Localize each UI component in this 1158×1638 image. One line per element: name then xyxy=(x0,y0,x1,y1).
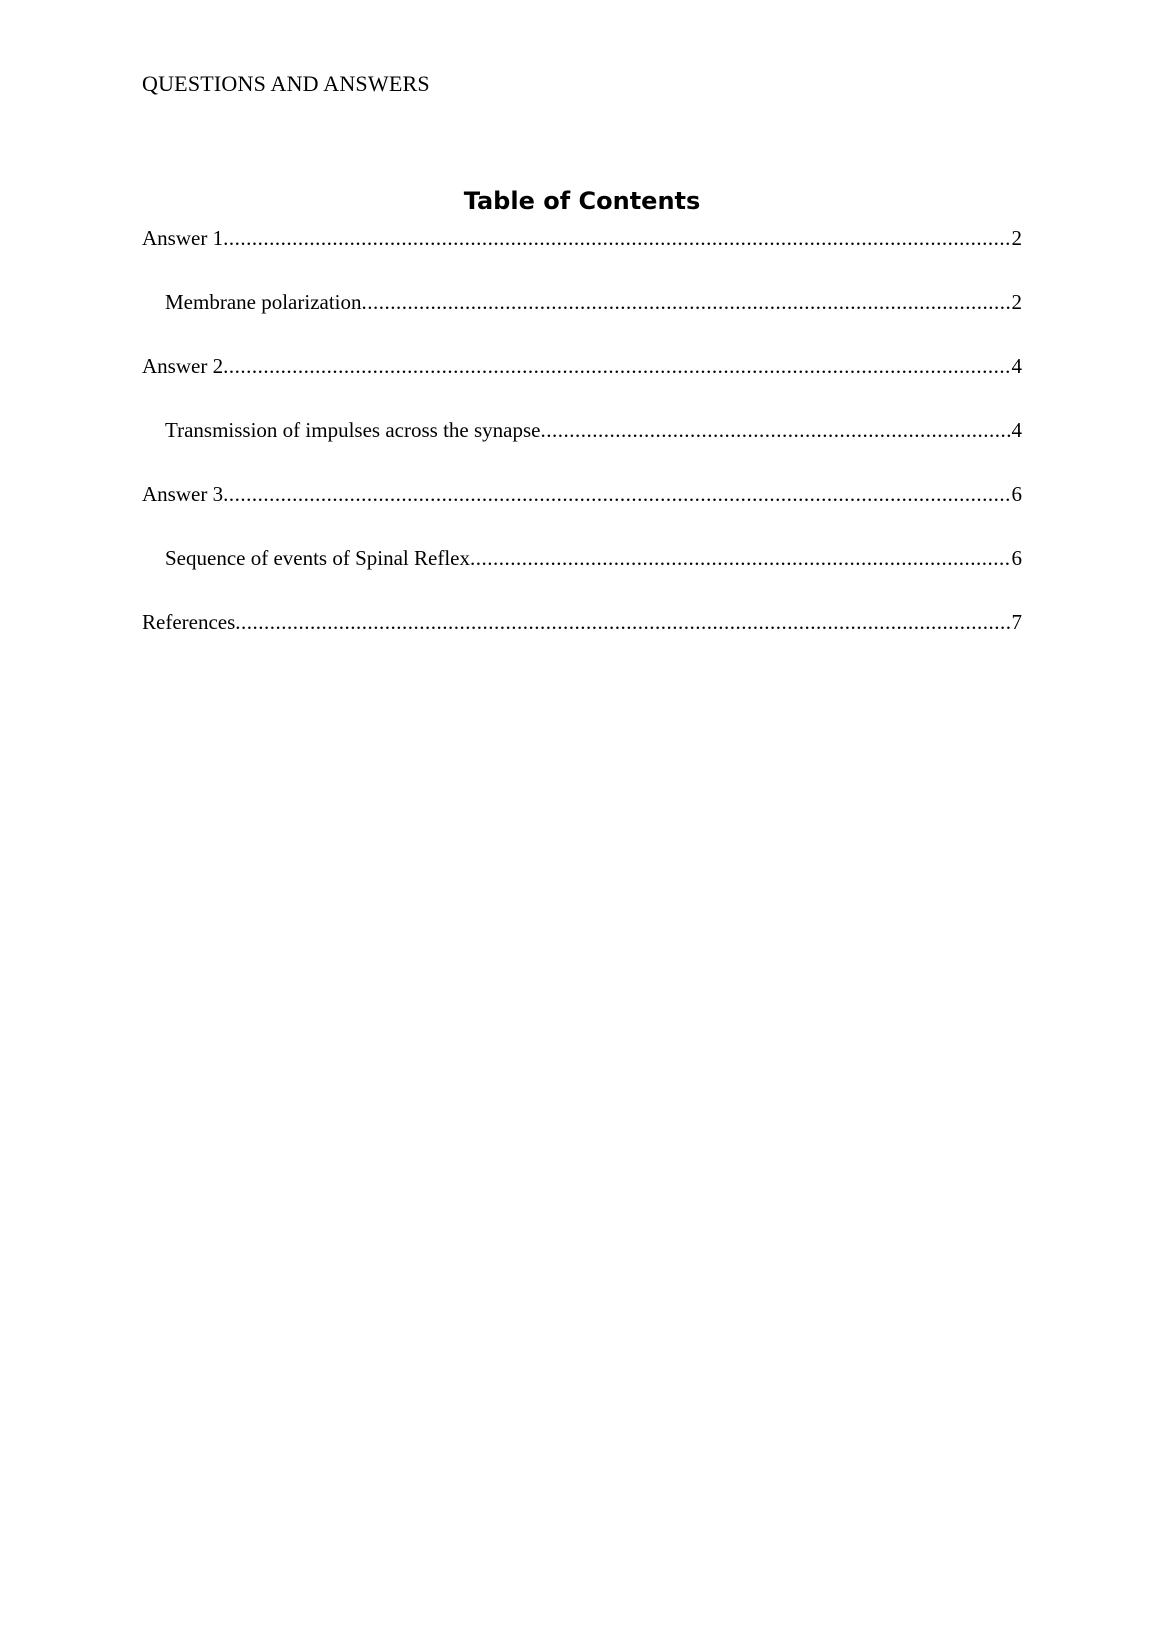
toc-entry-text[interactable]: Answer 2 xyxy=(142,354,224,378)
toc-leader-dots xyxy=(223,480,1011,508)
toc-title: Table of Contents xyxy=(463,187,701,215)
toc-entry-text[interactable]: Answer 1 xyxy=(142,226,224,250)
toc-entry-text[interactable]: Transmission of impulses across the synapse xyxy=(165,418,541,442)
toc-leader-dots xyxy=(540,416,1011,444)
toc-entry-text[interactable]: Membrane polarization xyxy=(165,290,362,314)
toc-page-number: 6 xyxy=(1011,546,1022,570)
running-head: QUESTIONS AND ANSWERS xyxy=(142,71,430,96)
toc-page-number: 4 xyxy=(1011,354,1022,378)
toc-page-number: 2 xyxy=(1011,290,1022,314)
toc-entry-membrane-polarization[interactable] xyxy=(142,288,1022,352)
toc-entry-synapse-transmission[interactable] xyxy=(142,416,1022,480)
toc-entry-text[interactable]: Answer 3 xyxy=(142,482,224,506)
toc-entry-answer-1[interactable] xyxy=(142,224,1022,288)
toc-leader-dots xyxy=(223,224,1011,252)
toc-page-number: 2 xyxy=(1011,226,1022,250)
toc-entry-text[interactable]: Sequence of events of Spinal Reflex xyxy=(165,546,470,570)
toc-entry-spinal-reflex[interactable] xyxy=(142,544,1022,608)
toc-leader-dots xyxy=(362,288,1012,316)
toc-leader-dots xyxy=(470,544,1012,572)
toc-page-number: 4 xyxy=(1011,418,1022,442)
toc-entry-text[interactable]: References xyxy=(142,610,236,634)
toc-page-number: 6 xyxy=(1011,482,1022,506)
toc-leader-dots xyxy=(223,352,1011,380)
toc-list xyxy=(142,224,1022,672)
toc-entry-answer-3[interactable] xyxy=(142,480,1022,544)
toc-entry-answer-2[interactable] xyxy=(142,352,1022,416)
toc-leader-dots xyxy=(235,608,1011,636)
toc-page-number: 7 xyxy=(1011,610,1022,634)
toc-entry-references[interactable] xyxy=(142,608,1022,672)
